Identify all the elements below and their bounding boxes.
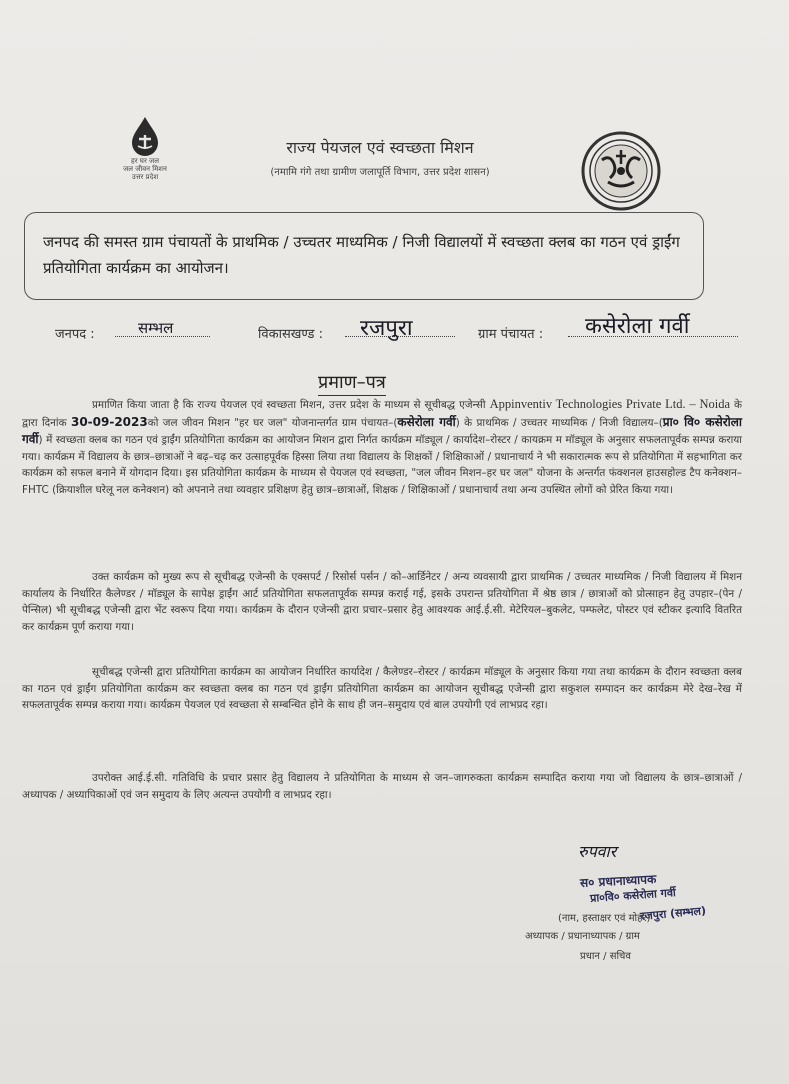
paragraph-3 [22,664,742,714]
emblem-seal-icon [578,130,664,212]
para1-text-a: प्रमाणित किया जाता है कि राज्य पेयजल एवं स्वच्छता मिशन, उत्तर प्रदेश के माध्यम से सूचीबद्ध एजेन्सी [92,399,486,411]
paragraph-2 [22,569,742,635]
stamp-line-2: प्रा०वि० कसेरोला गर्वी [589,886,677,905]
water-drop-icon [128,115,162,157]
para1-text-b: के द्वारा दिनांक [22,399,742,429]
block-value: रजपुरा [360,316,413,341]
logo-caption-1: हर घर जल [131,157,159,165]
up-govt-emblem [578,130,664,212]
school-name: प्रा० वि० कसेरोला गर्वी [22,414,742,446]
program-title: जनपद की समस्त ग्राम पंचायतों के प्राथमिक / उच्चतर माध्यमिक / निजी विद्यालयों में स्वच्छता क्लब का गठन एवं ड्राईंग प्रतियोगिता कार्यक्रम का आयोजन। [43,233,680,277]
para1-text-d: ) के प्राथमिक / उच्चतर माध्यमिक / निजी विद्यालय–( [455,416,663,429]
signature-caption-3: प्रधान / सचिव [580,951,631,962]
district-value: सम्भल [138,319,174,337]
gram-panchayat-name: कसेरोला गर्वी [397,414,456,429]
district-label: जनपद : [55,327,95,342]
para1-text-c: को जल जीवन मिशन "हर घर जल" योजनान्तर्गत ग्राम पंचायत–( [147,416,398,429]
paragraph-1 [22,396,742,498]
program-date: 30-09-2023 [70,414,148,429]
signature-caption-1: (नाम, हस्ताक्षर एवं मोहर) [558,913,651,924]
department-subtitle: (नमामि गंगे तथा ग्रामीण जलापूर्ति विभाग, उत्तर प्रदेश शासन) [270,167,490,178]
panchayat-value: कसेरोला गर्वी [585,314,690,339]
para3-text: सूचीबद्ध एजेन्सी द्वारा प्रतियोगिता कार्यक्रम का आयोजन निर्धारित कार्यादेश / कैलेण्डर–रोस्टर / कार्यक्रम मॉड्यूल के अनुसार किया गया तथा कार्यक्रम के दौरान स्वच्छता क्लब का गठन एवं ड्राईंग प्रतियोगिता कार्यक्रम कर स्वच्छता क्लब का गठन एवं ड्राईंग प्रतियोगिता कार्यक्रम का आयोजन सूचीबद्ध एजेन्सी द्वारा सकुशल सम्पादन कर कार्यक्रम मेरे देख–रेख में सफलतापूर्वक सम्पन्न कराया गया। कार्यक्रम पेयजल एवं स्वच्छता से सम्बन्धित होने के साथ ही जन–समुदाय एवं बाल उपयोगी एवं लाभप्रद रहा। [22,666,742,711]
jal-jeevan-mission-logo [100,115,190,181]
program-title-box [24,212,704,300]
location-fields [0,314,789,358]
letterhead [190,136,570,178]
block-label: विकासखण्ड : [258,327,324,342]
para1-text-e: ) में स्वच्छता क्लब का गठन एवं ड्राईंग प्रतियोगिता कार्यक्रम का आयोजन मिशन द्वारा निर्गत कार्यक्रम मॉड्यूल / कार्यादेश–रोस्टर / कायक्रम म मॉड्यूल के अनुसार सफलतापूर्वक सम्पन्न कराया गया। कार्यक्रम में विद्यालय के छात्र–छात्राओं ने बढ़–चढ़ कर उत्साहपूर्वक हिस्सा लिया तथा विद्यालय के शिक्षकों / शिक्षिकाओं / प्रधानाचार्य ने भी सकारात्मक रूप से प्रतियोगिता में सहभागिता कर कार्यक्रम को सफल बनाने में योगदान दिया। इस प्रतियोगिता कार्यक्रम के माध्यम से पेयजल एवं स्वच्छता, "जल जीवन मिशन–हर घर जल" योजना के अन्तर्गत फंक्शनल हाउसहोल्ड टैप कनेक्शन–FHTC (क्रियाशील घरेलू नल कनेक्शन) को अपनाने तथा व्यवहार प्रशिक्षण हेतु छात्र–छात्राओं, शिक्षक / शिक्षिकाओं / प्रधानाचार्य तथा अन्य उपस्थित लोगों को प्रेरित किया गया। [22,434,742,496]
stamp-line-3: रजपुरा (सम्भल) [639,904,707,923]
logo-caption-3: उत्तर प्रदेश [131,173,159,181]
signature-caption-2: अध्यापक / प्रधानाध्यापक / ग्राम [525,931,640,942]
logo-caption-2: जल जीवन मिशन [123,165,167,173]
mission-title: राज्य पेयजल एवं स्वच्छता मिशन [286,138,474,157]
paragraph-4 [22,770,742,803]
panchayat-label: ग्राम पंचायत : [478,327,544,342]
certificate-heading: प्रमाण–पत्र [318,370,386,396]
handwritten-signature: रुपवार [578,842,617,861]
agency-name: Appinventiv Technologies Private Ltd. – Noida [489,397,731,411]
para4-text: उपरोक्त आई.ई.सी. गतिविधि के प्रचार प्रसार हेतु विद्यालय ने प्रतियोगिता के माध्यम से जन–जागरुकता कार्यक्रम सम्पादित कराया गया जो विद्यालय के छात्र–छात्राओं / अध्यापक / अध्यापिकाओं एवं जन समुदाय के लिए अत्यन्त उपयोगी व लाभप्रद रहा। [22,772,742,801]
stamp-line-1: स० प्रधानाध्यापक [579,872,657,890]
para2-text: उक्त कार्यक्रम को मुख्य रूप से सूचीबद्ध एजेन्सी के एक्सपर्ट / रिसोर्स पर्सन / को–आर्डिनेटर / अन्य व्यवसायी द्वारा प्राथमिक / उच्चतर माध्यमिक / निजी विद्यालय में मिशन कार्यालय के निर्धारित कैलेण्डर / मॉड्यूल के सापेक्ष ड्राईंग आर्ट प्रतियोगिता सफलतापूर्वक सम्पन्न कराई गई, इसके उपरान्त प्रतियोगिता में श्रेष्ठ छात्र / छात्राओं को प्रोत्साहन हेतु उपहार–(पेन / पेन्सिल) भी सूचीबद्ध एजेन्सी द्वारा भेंट स्वरूप दिया गया। कार्यक्रम के दौरान एजेन्सी द्वारा प्रचार–प्रसार हेतु आवश्यक आई.ई.सी. मेटेरियल–बुकलेट, पम्फलेट, पोस्टर एवं स्टीकर इत्यादि वितरित कर कार्यक्रम पूर्ण कराया गया। [22,571,742,633]
